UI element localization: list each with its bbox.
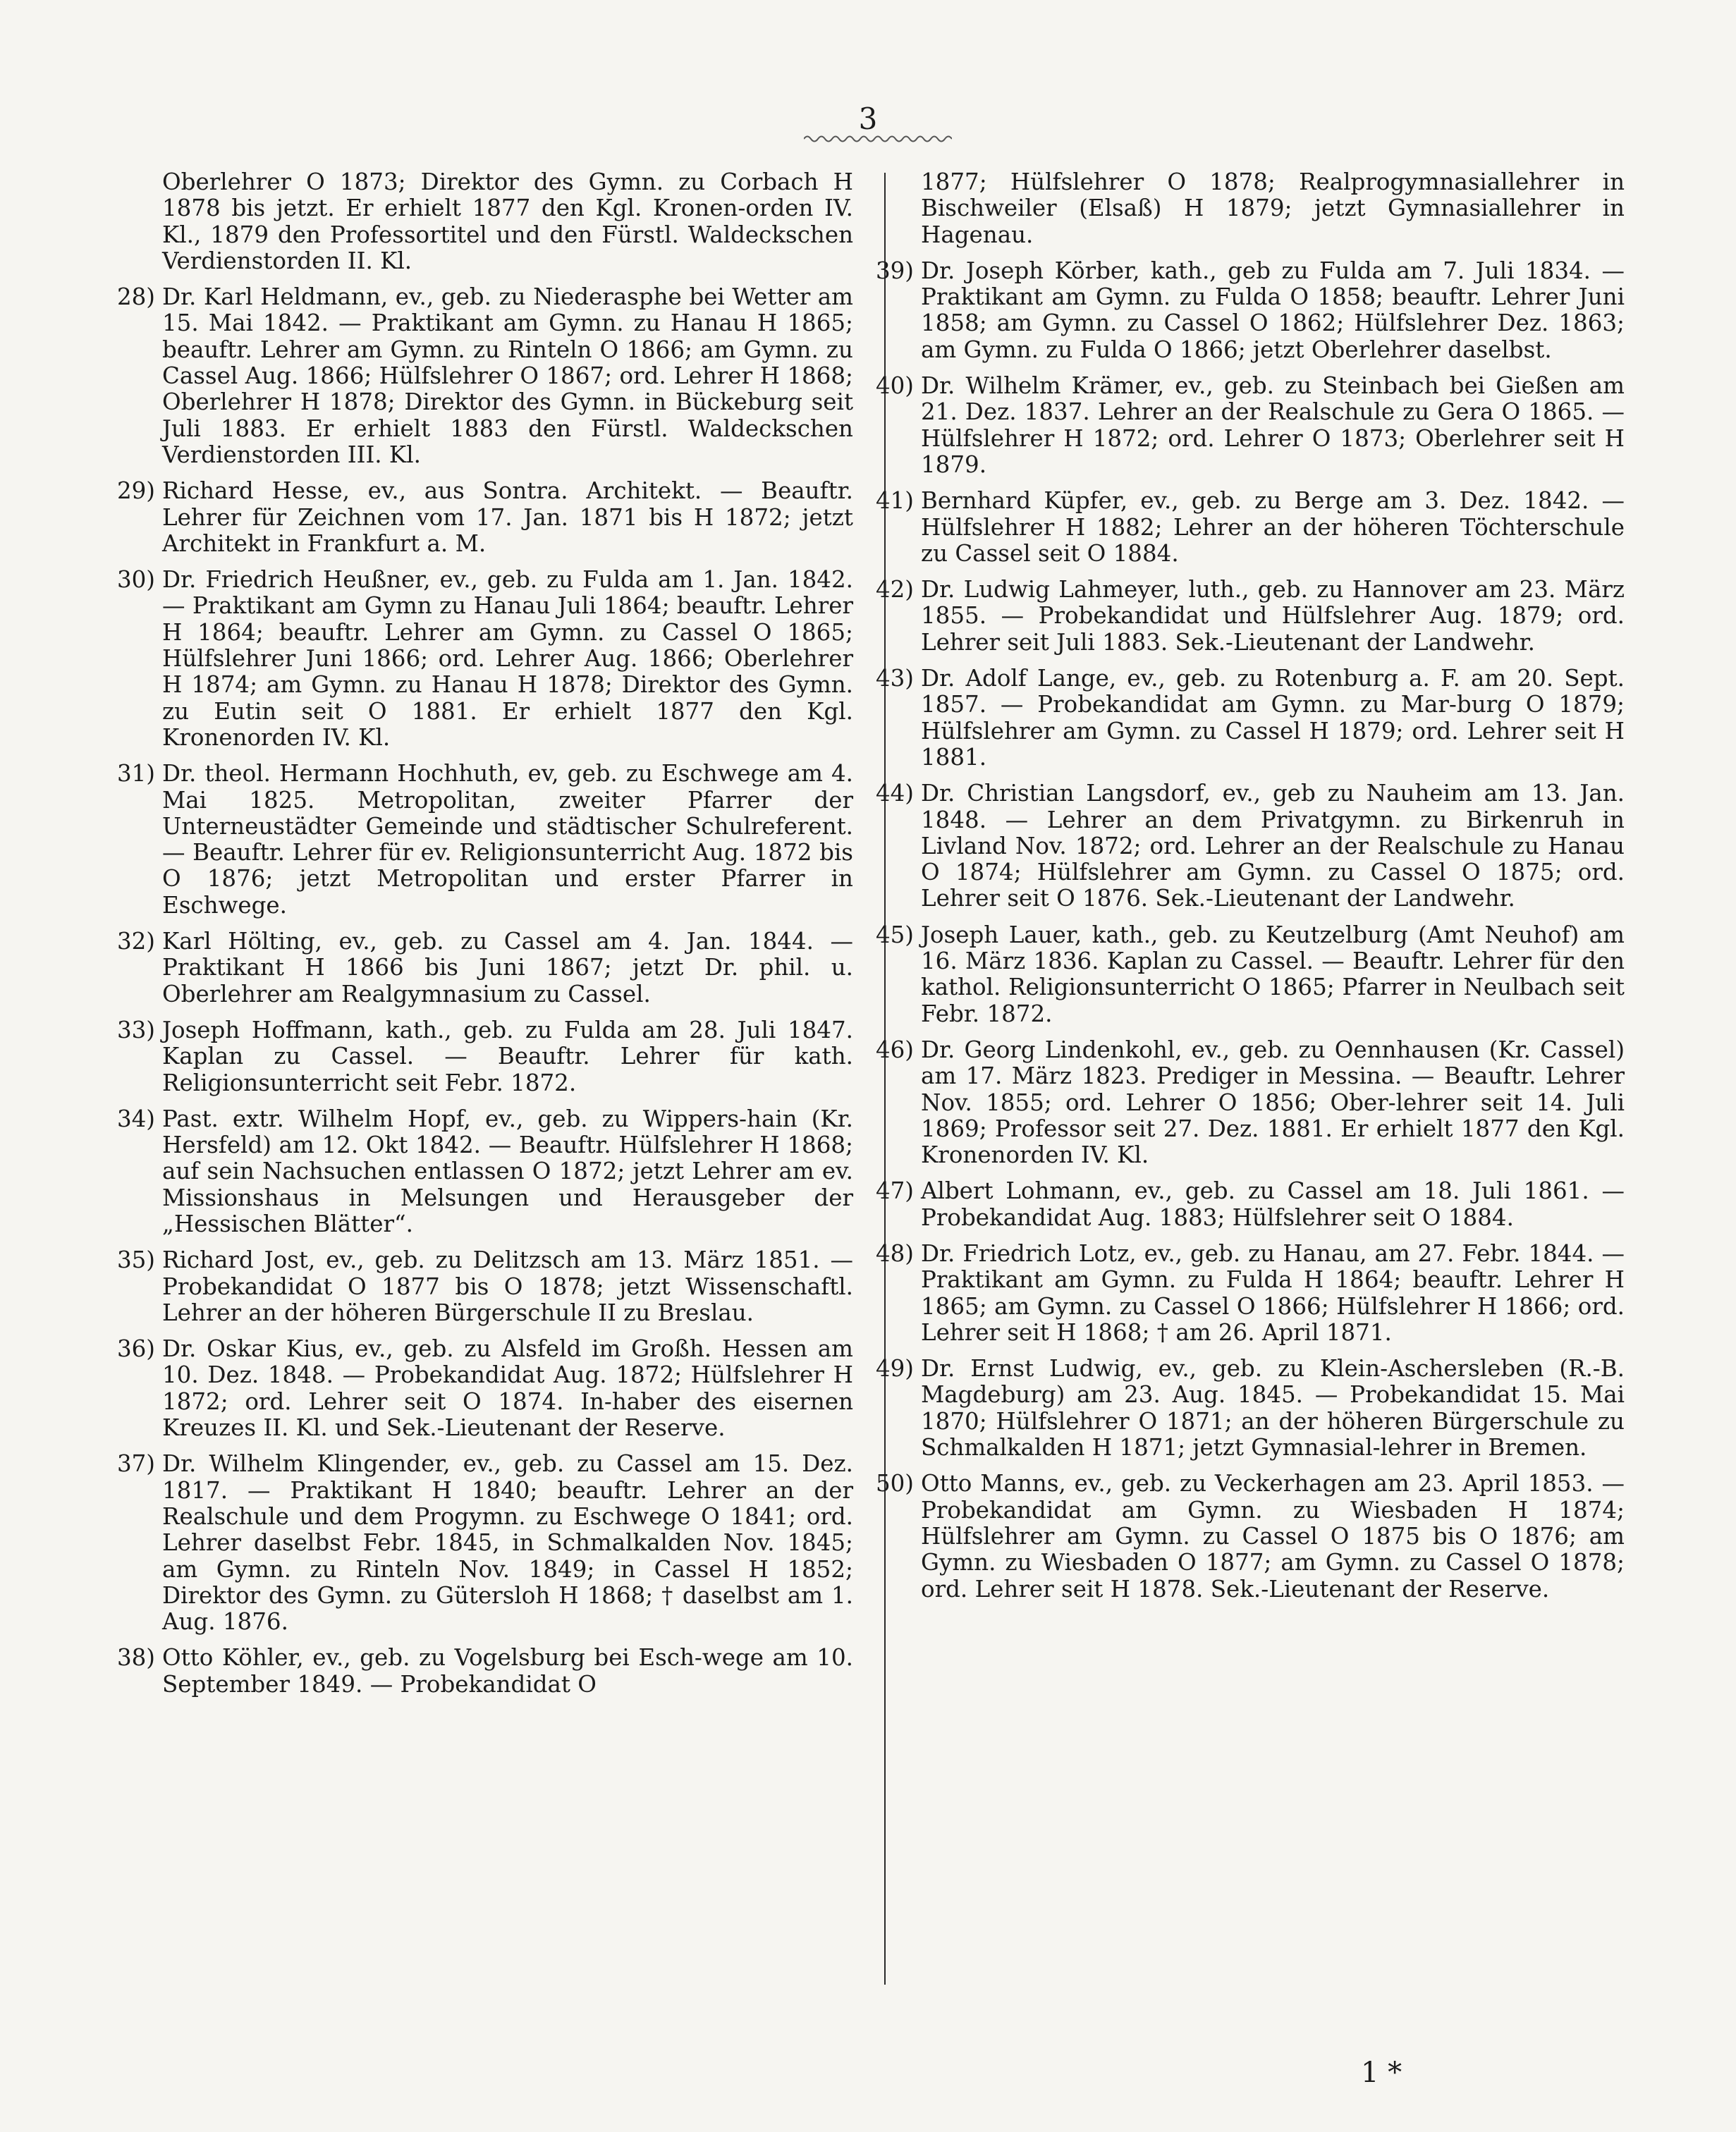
biography-entry bbox=[875, 1470, 1625, 1603]
biography-entry bbox=[875, 1355, 1625, 1462]
right-column bbox=[875, 169, 1625, 1612]
entry-number: 44) bbox=[875, 780, 914, 807]
biography-entry bbox=[921, 169, 1625, 248]
entry-text: Dr. Georg Lindenkohl, ev., geb. zu Oennhausen (Kr. Cassel) am 17. März 1823. Prediger in Messina. — Beauftr. Lehrer Nov. 1855; ord. Lehrer O 1856; Ober-lehrer seit 14. Juli 1869; Professor seit 27. Dez. 1881. Er erhielt 1877 den Kgl. Kronenorden IV. Kl. bbox=[921, 1036, 1625, 1169]
entry-number: 33) bbox=[116, 1016, 155, 1043]
entry-text: Dr. Adolf Lange, ev., geb. zu Rotenburg a. F. am 20. Sept. 1857. — Probekandidat am Gymn. zu Mar-burg O 1879; Hülfslehrer am Gymn. zu Cassel H 1879; ord. Lehrer seit H 1881. bbox=[921, 665, 1625, 771]
entry-number: 41) bbox=[875, 487, 914, 515]
entry-number: 30) bbox=[116, 566, 155, 594]
entry-text: Dr. Friedrich Lotz, ev., geb. zu Hanau, am 27. Febr. 1844. — Praktikant am Gymn. zu Fulda H 1864; beauftr. Lehrer H 1865; am Gymn. zu Cassel O 1866; Hülfslehrer H 1866; ord. Lehrer seit H 1868; † am 26. April 1871. bbox=[921, 1239, 1625, 1346]
biography-entry bbox=[116, 760, 853, 919]
entry-text: Joseph Hoffmann, kath., geb. zu Fulda am 28. Juli 1847. Kaplan zu Cassel. — Beauftr. Lehrer für kath. Religionsunterricht seit Febr. 1872. bbox=[162, 1016, 853, 1096]
biography-entry bbox=[116, 1644, 853, 1698]
entry-number: 37) bbox=[116, 1450, 155, 1478]
entry-text: Dr. Christian Langsdorf, ev., geb zu Nauheim am 13. Jan. 1848. — Lehrer an dem Privatgymn. zu Birkenruh in Livland Nov. 1872; ord. Lehrer an der Realschule zu Hanau O 1874; Hülfslehrer am Gymn. zu Cassel O 1875; ord. Lehrer seit O 1876. Sek.-Lieutenant der Landwehr. bbox=[921, 780, 1625, 912]
entry-number: 28) bbox=[116, 283, 155, 311]
signature-mark: 1 * bbox=[1361, 2057, 1402, 2089]
entry-text: Dr. Joseph Körber, kath., geb zu Fulda am 7. Juli 1834. — Praktikant am Gymn. zu Fulda O 1858; beauftr. Lehrer Juni 1858; am Gymn. zu Cassel O 1862; Hülfslehrer Dez. 1863; am Gymn. zu Fulda O 1866; jetzt Oberlehrer daselbst. bbox=[921, 257, 1625, 363]
entry-number: 47) bbox=[875, 1177, 914, 1205]
entry-text: 1877; Hülfslehrer O 1878; Realprogymnasiallehrer in Bischweiler (Elsaß) H 1879; jetzt Gymnasiallehrer in Hagenau. bbox=[921, 169, 1625, 248]
biography-entry bbox=[116, 1335, 853, 1442]
biography-entry bbox=[875, 780, 1625, 912]
entry-text: Dr. theol. Hermann Hochhuth, ev, geb. zu Eschwege am 4. Mai 1825. Metropolitan, zweiter Pfarrer der Unterneustädter Gemeinde und städtischer Schulreferent. — Beauftr. Lehrer für ev. Religionsunterricht Aug. 1872 bis O 1876; jetzt Metropolitan und erster Pfarrer in Eschwege. bbox=[162, 760, 853, 919]
entry-text: Albert Lohmann, ev., geb. zu Cassel am 18. Juli 1861. — Probekandidat Aug. 1883; Hülfslehrer seit O 1884. bbox=[921, 1177, 1625, 1231]
entry-text: Otto Köhler, ev., geb. zu Vogelsburg bei Esch-wege am 10. September 1849. — Probekandidat O bbox=[162, 1644, 853, 1698]
biography-entry bbox=[116, 1016, 853, 1096]
column-divider bbox=[884, 173, 886, 1985]
biography-entry bbox=[875, 372, 1625, 478]
entry-text: Dr. Ludwig Lahmeyer, luth., geb. zu Hannover am 23. März 1855. — Probekandidat und Hülfslehrer Aug. 1879; ord. Lehrer seit Juli 1883. Sek.-Lieutenant der Landwehr. bbox=[921, 576, 1625, 656]
entry-text: Karl Hölting, ev., geb. zu Cassel am 4. Jan. 1844. — Praktikant H 1866 bis Juni 1867; jetzt Dr. phil. u. Oberlehrer am Realgymnasium zu Cassel. bbox=[162, 928, 853, 1007]
entry-number: 45) bbox=[875, 921, 914, 948]
entry-number: 40) bbox=[875, 372, 914, 400]
entry-text: Dr. Wilhelm Klingender, ev., geb. zu Cassel am 15. Dez. 1817. — Praktikant H 1840; beauftr. Lehrer an der Realschule und dem Progymn. zu Eschwege O 1841; ord. Lehrer daselbst Febr. 1845, in Schmalkalden Nov. 1845; am Gymn. zu Rinteln Nov. 1849; in Cassel H 1852; Direktor des Gymn. zu Gütersloh H 1868; † daselbst am 1. Aug. 1876. bbox=[162, 1450, 853, 1636]
entry-number: 38) bbox=[116, 1644, 155, 1672]
entry-number: 39) bbox=[875, 257, 914, 284]
entry-text: Bernhard Küpfer, ev., geb. zu Berge am 3. Dez. 1842. — Hülfslehrer H 1882; Lehrer an der höheren Töchterschule zu Cassel seit O 1884. bbox=[921, 487, 1625, 567]
entry-number: 32) bbox=[116, 928, 155, 955]
biography-entry bbox=[116, 566, 853, 751]
biography-entry bbox=[116, 283, 853, 468]
biography-entry bbox=[875, 487, 1625, 567]
entry-number: 42) bbox=[875, 576, 914, 604]
biography-entry bbox=[116, 928, 853, 1007]
entry-text: Dr. Friedrich Heußner, ev., geb. zu Fulda am 1. Jan. 1842. — Praktikant am Gymn zu Hanau Juli 1864; beauftr. Lehrer H 1864; beauftr. Lehrer am Gymn. zu Cassel O 1865; Hülfslehrer Juni 1866; ord. Lehrer Aug. 1866; Oberlehrer H 1874; am Gymn. zu Hanau H 1878; Direktor des Gymn. zu Eutin seit O 1881. Er erhielt 1877 den Kgl. Kronenorden IV. Kl. bbox=[162, 566, 853, 751]
biography-entry bbox=[116, 1105, 853, 1237]
biography-entry bbox=[875, 1177, 1625, 1231]
entry-text: Dr. Karl Heldmann, ev., geb. zu Niederasphe bei Wetter am 15. Mai 1842. — Praktikant am Gymn. zu Hanau H 1865; beauftr. Lehrer am Gymn. zu Rinteln O 1866; am Gymn. zu Cassel Aug. 1866; Hülfslehrer O 1867; ord. Lehrer H 1868; Oberlehrer H 1878; Direktor des Gymn. in Bückeburg seit Juli 1883. Er erhielt 1883 den Fürstl. Waldeckschen Verdienstorden III. Kl. bbox=[162, 283, 853, 468]
entry-text: Dr. Oskar Kius, ev., geb. zu Alsfeld im Großh. Hessen am 10. Dez. 1848. — Probekandidat Aug. 1872; Hülfslehrer H 1872; ord. Lehrer seit O 1874. In-haber des eisernen Kreuzes II. Kl. und Sek.-Lieutenant der Reserve. bbox=[162, 1335, 853, 1442]
entry-number: 35) bbox=[116, 1246, 155, 1274]
biography-entry bbox=[162, 169, 853, 274]
entry-text: Oberlehrer O 1873; Direktor des Gymn. zu Corbach H 1878 bis jetzt. Er erhielt 1877 den Kgl. Kronen-orden IV. Kl., 1879 den Professortitel und den Fürstl. Waldeckschen Verdienstorden II. Kl. bbox=[162, 169, 853, 274]
entry-text: Dr. Wilhelm Krämer, ev., geb. zu Steinbach bei Gießen am 21. Dez. 1837. Lehrer an der Realschule zu Gera O 1865. — Hülfslehrer H 1872; ord. Lehrer O 1873; Oberlehrer seit H 1879. bbox=[921, 372, 1625, 478]
left-column bbox=[116, 169, 853, 1708]
biography-entry bbox=[875, 921, 1625, 1027]
entry-number: 46) bbox=[875, 1036, 914, 1063]
biography-entry bbox=[116, 1246, 853, 1326]
biography-entry bbox=[875, 1239, 1625, 1346]
entry-text: Richard Jost, ev., geb. zu Delitzsch am 13. März 1851. — Probekandidat O 1877 bis O 1878; jetzt Wissenschaftl. Lehrer an der höheren Bürgerschule II zu Breslau. bbox=[162, 1246, 853, 1326]
entry-number: 48) bbox=[875, 1239, 914, 1267]
entry-number: 31) bbox=[116, 760, 155, 788]
entry-text: Dr. Ernst Ludwig, ev., geb. zu Klein-Aschersleben (R.-B. Magdeburg) am 23. Aug. 1845. — Probekandidat 15. Mai 1870; Hülfslehrer O 1871; an der höheren Bürgerschule zu Schmalkalden H 1871; jetzt Gymnasial-lehrer in Bremen. bbox=[921, 1355, 1625, 1462]
biography-entry bbox=[116, 477, 853, 557]
entry-number: 50) bbox=[875, 1470, 914, 1497]
entry-number: 49) bbox=[875, 1355, 914, 1383]
biography-entry bbox=[116, 1450, 853, 1636]
entry-number: 43) bbox=[875, 665, 914, 692]
biography-entry bbox=[875, 665, 1625, 771]
entry-number: 36) bbox=[116, 1335, 155, 1363]
biography-entry bbox=[875, 257, 1625, 363]
entry-text: Past. extr. Wilhelm Hopf, ev., geb. zu Wippers-hain (Kr. Hersfeld) am 12. Okt 1842. — Beauftr. Hülfslehrer H 1868; auf sein Nachsuchen entlassen O 1872; jetzt Lehrer am ev. Missionshaus in Melsungen und Herausgeber der „Hessischen Blätter“. bbox=[162, 1105, 853, 1237]
biography-entry bbox=[875, 576, 1625, 656]
entry-text: Joseph Lauer, kath., geb. zu Keutzelburg (Amt Neuhof) am 16. März 1836. Kaplan zu Cassel. — Beauftr. Lehrer für den kathol. Religionsunterricht O 1865; Pfarrer in Neulbach seit Febr. 1872. bbox=[921, 921, 1625, 1027]
biography-entry bbox=[875, 1036, 1625, 1169]
entry-text: Richard Hesse, ev., aus Sontra. Architekt. — Beauftr. Lehrer für Zeichnen vom 17. Jan. 1871 bis H 1872; jetzt Architekt in Frankfurt a. M. bbox=[162, 477, 853, 557]
entry-text: Otto Manns, ev., geb. zu Veckerhagen am 23. April 1853. — Probekandidat am Gymn. zu Wiesbaden H 1874; Hülfslehrer am Gymn. zu Cassel O 1875 bis O 1876; am Gymn. zu Wiesbaden O 1877; am Gymn. zu Cassel O 1878; ord. Lehrer seit H 1878. Sek.-Lieutenant der Reserve. bbox=[921, 1470, 1625, 1603]
entry-number: 34) bbox=[116, 1105, 155, 1132]
ornament-divider bbox=[804, 134, 952, 144]
entry-number: 29) bbox=[116, 477, 155, 505]
page-number: 3 bbox=[858, 102, 878, 136]
